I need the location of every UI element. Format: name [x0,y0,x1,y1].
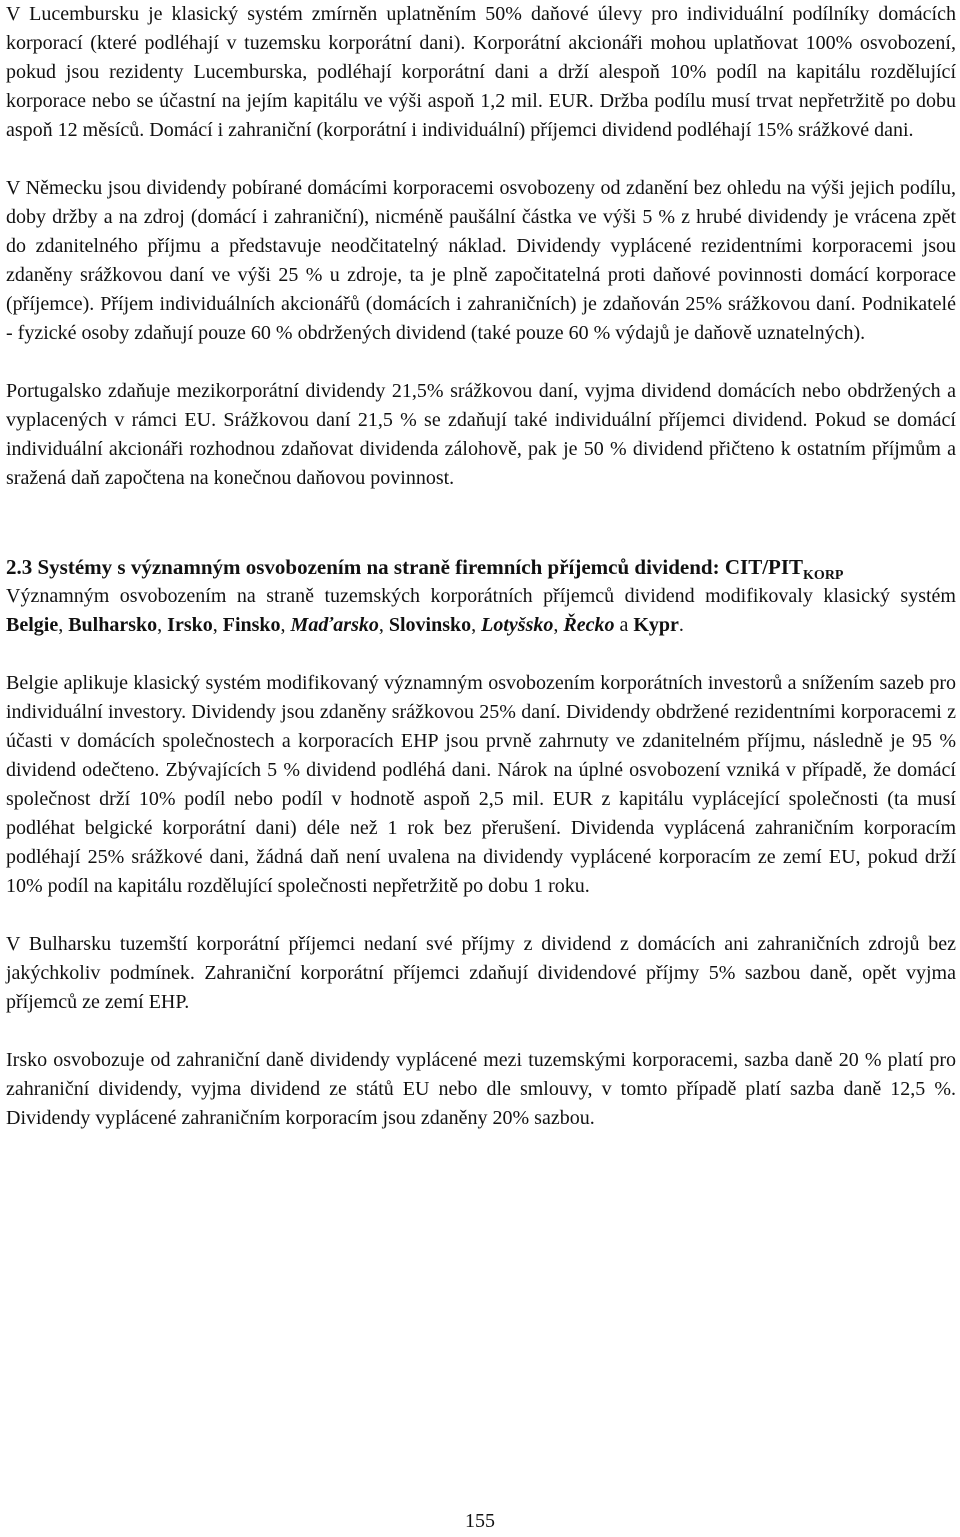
intro-text: Významným osvobozením na straně tuzemských korporátních příjemců dividend modifikovaly klasický systém [6,585,956,607]
country-bulharsko: Bulharsko [68,614,158,636]
separator: a [614,614,634,636]
separator: . [678,614,684,636]
separator: , [212,614,223,636]
document-page [6,0,956,1133]
paragraph-irsko: Irsko osvobozuje od zahraniční daně dividendy vyplácené mezi tuzemskými korporacemi, sazba daně 20 % platí pro zahraniční dividendy, vyjma dividend ze států EU nebo dle smlouvy, v tomto případě platí sazba daně 12,5 %. Dividendy vyplácené zahraničním korporacím jsou zdaněny 20% sazbou. [6,1049,956,1129]
paragraph-nemecko: V Německu jsou dividendy pobírané domácími korporacemi osvobozeny od zdanění bez ohledu na výši jejich podílu, doby držby a na zdroj (domácí i zahraniční), nicméně paušální částka ve výši 5 % z hrubé dividendy je vrácena zpět do zdanitelného příjmu a představuje neodčitatelný náklad. Dividendy vyplácené rezidentními korporacemi jsou zdaněny srážkovou daní ve výši 25 % u zdroje, ta je plně započitatelná proti daňové povinnosti domácí korporace (příjemce). Příjem individuálních akcionářů (domácích i zahraničních) je zdaňován 25% srážkovou daní. Podnikatelé - fyzické osoby zdaňují pouze 60 % obdržených dividend (také pouze 60 % výdajů je daňově uznatelných). [6,177,956,344]
country-madarsko: Maďarsko [290,614,379,636]
separator: , [553,614,564,636]
country-irsko: Irsko [167,614,213,636]
section-heading-text: 2.3 Systémy s významným osvobozením na straně firemních příjemců dividend: CIT/PIT [6,555,804,579]
separator: , [471,614,482,636]
paragraph-intro [6,582,956,640]
section-heading [6,553,956,582]
separator: , [378,614,389,636]
paragraph-portugalsko: Portugalsko zdaňuje mezikorporátní dividendy 21,5% srážkovou daní, vyjma dividend domácích nebo obdržených a vyplacených v rámci EU. Srážkovou daní 21,5 % se zdaňují také individuální příjemci dividend. Pokud se domácí individuální akcionáři rozhodnou zdaňovat dividenda zálohově, pak je 50 % dividend přičteno k ostatním příjmům a sražená daň započtena na konečnou daňovou povinnost. [6,380,956,489]
page-number: 155 [465,1510,495,1532]
paragraph-belgie: Belgie aplikuje klasický systém modifikovaný významným osvobozením korporátních investorů a snížením sazeb pro individuální investory. Dividendy jsou zdaněny srážkovou 25% daní. Dividendy obdržené rezidentními korporacemi z účasti v domácích společnostech a korporacích EHP jsou prvně zahrnuty ve zdanitelném příjmu, následně je 95 % dividend odečteno. Zbývajících 5 % dividend podléhá dani. Nárok na úplné osvobození vzniká v případě, že domácí společnost drží 10% podíl nebo podíl v hodnotě aspoň 2,5 mil. EUR z kapitálu vyplácející společnosti (ta musí podléhat belgické korporátní dani) déle než 1 rok bez přerušení. Dividenda vyplácená zahraničním korporacím podléhají 25% srážkové dani, žádná daň není uvalena na dividendy vyplácené korporacím ze zemí EU, pokud drží 10% podíl na kapitálu rozdělující společnosti nepřetržitě po dobu 1 roku. [6,672,956,897]
paragraph-lucembursko: V Lucembursku je klasický systém zmírněn uplatněním 50% daňové úlevy pro individuální podílníky domácích korporací (které podléhají v tuzemsku korporátní dani). Korporátní akcionáři mohou uplatňovat 100% osvobození, pokud jsou rezidenty Lucemburska, podléhají korporátní dani a drží alespoň 10% podíl na kapitálu rozdělující korporace nebo se účastní na jejím kapitálu ve výši aspoň 1,2 mil. EUR. Držba podílu musí trvat nepřetržitě po dobu aspoň 12 měsíců. Domácí i zahraniční (korporátní i individuální) příjemci dividend podléhají 15% srážkové dani. [6,3,956,141]
separator: , [157,614,168,636]
separator: , [58,614,69,636]
country-kypr: Kypr [633,614,679,636]
country-lotyssko: Lotyšsko [481,614,554,636]
separator: , [280,614,291,636]
country-slovinsko: Slovinsko [388,614,472,636]
country-finsko: Finsko [222,614,281,636]
country-recko: Řecko [563,614,615,636]
section-heading-subscript: KORP [803,568,844,584]
paragraph-bulharsko: V Bulharsku tuzemští korporátní příjemci nedaní své příjmy z dividend z domácích ani zahraničních zdrojů bez jakýchkoliv podmínek. Zahraniční korporátní příjemci zdaňují dividendové příjmy 5% sazbou daně, opět vyjma příjemců ze zemí EHP. [6,933,956,1013]
country-belgie: Belgie [6,614,59,636]
